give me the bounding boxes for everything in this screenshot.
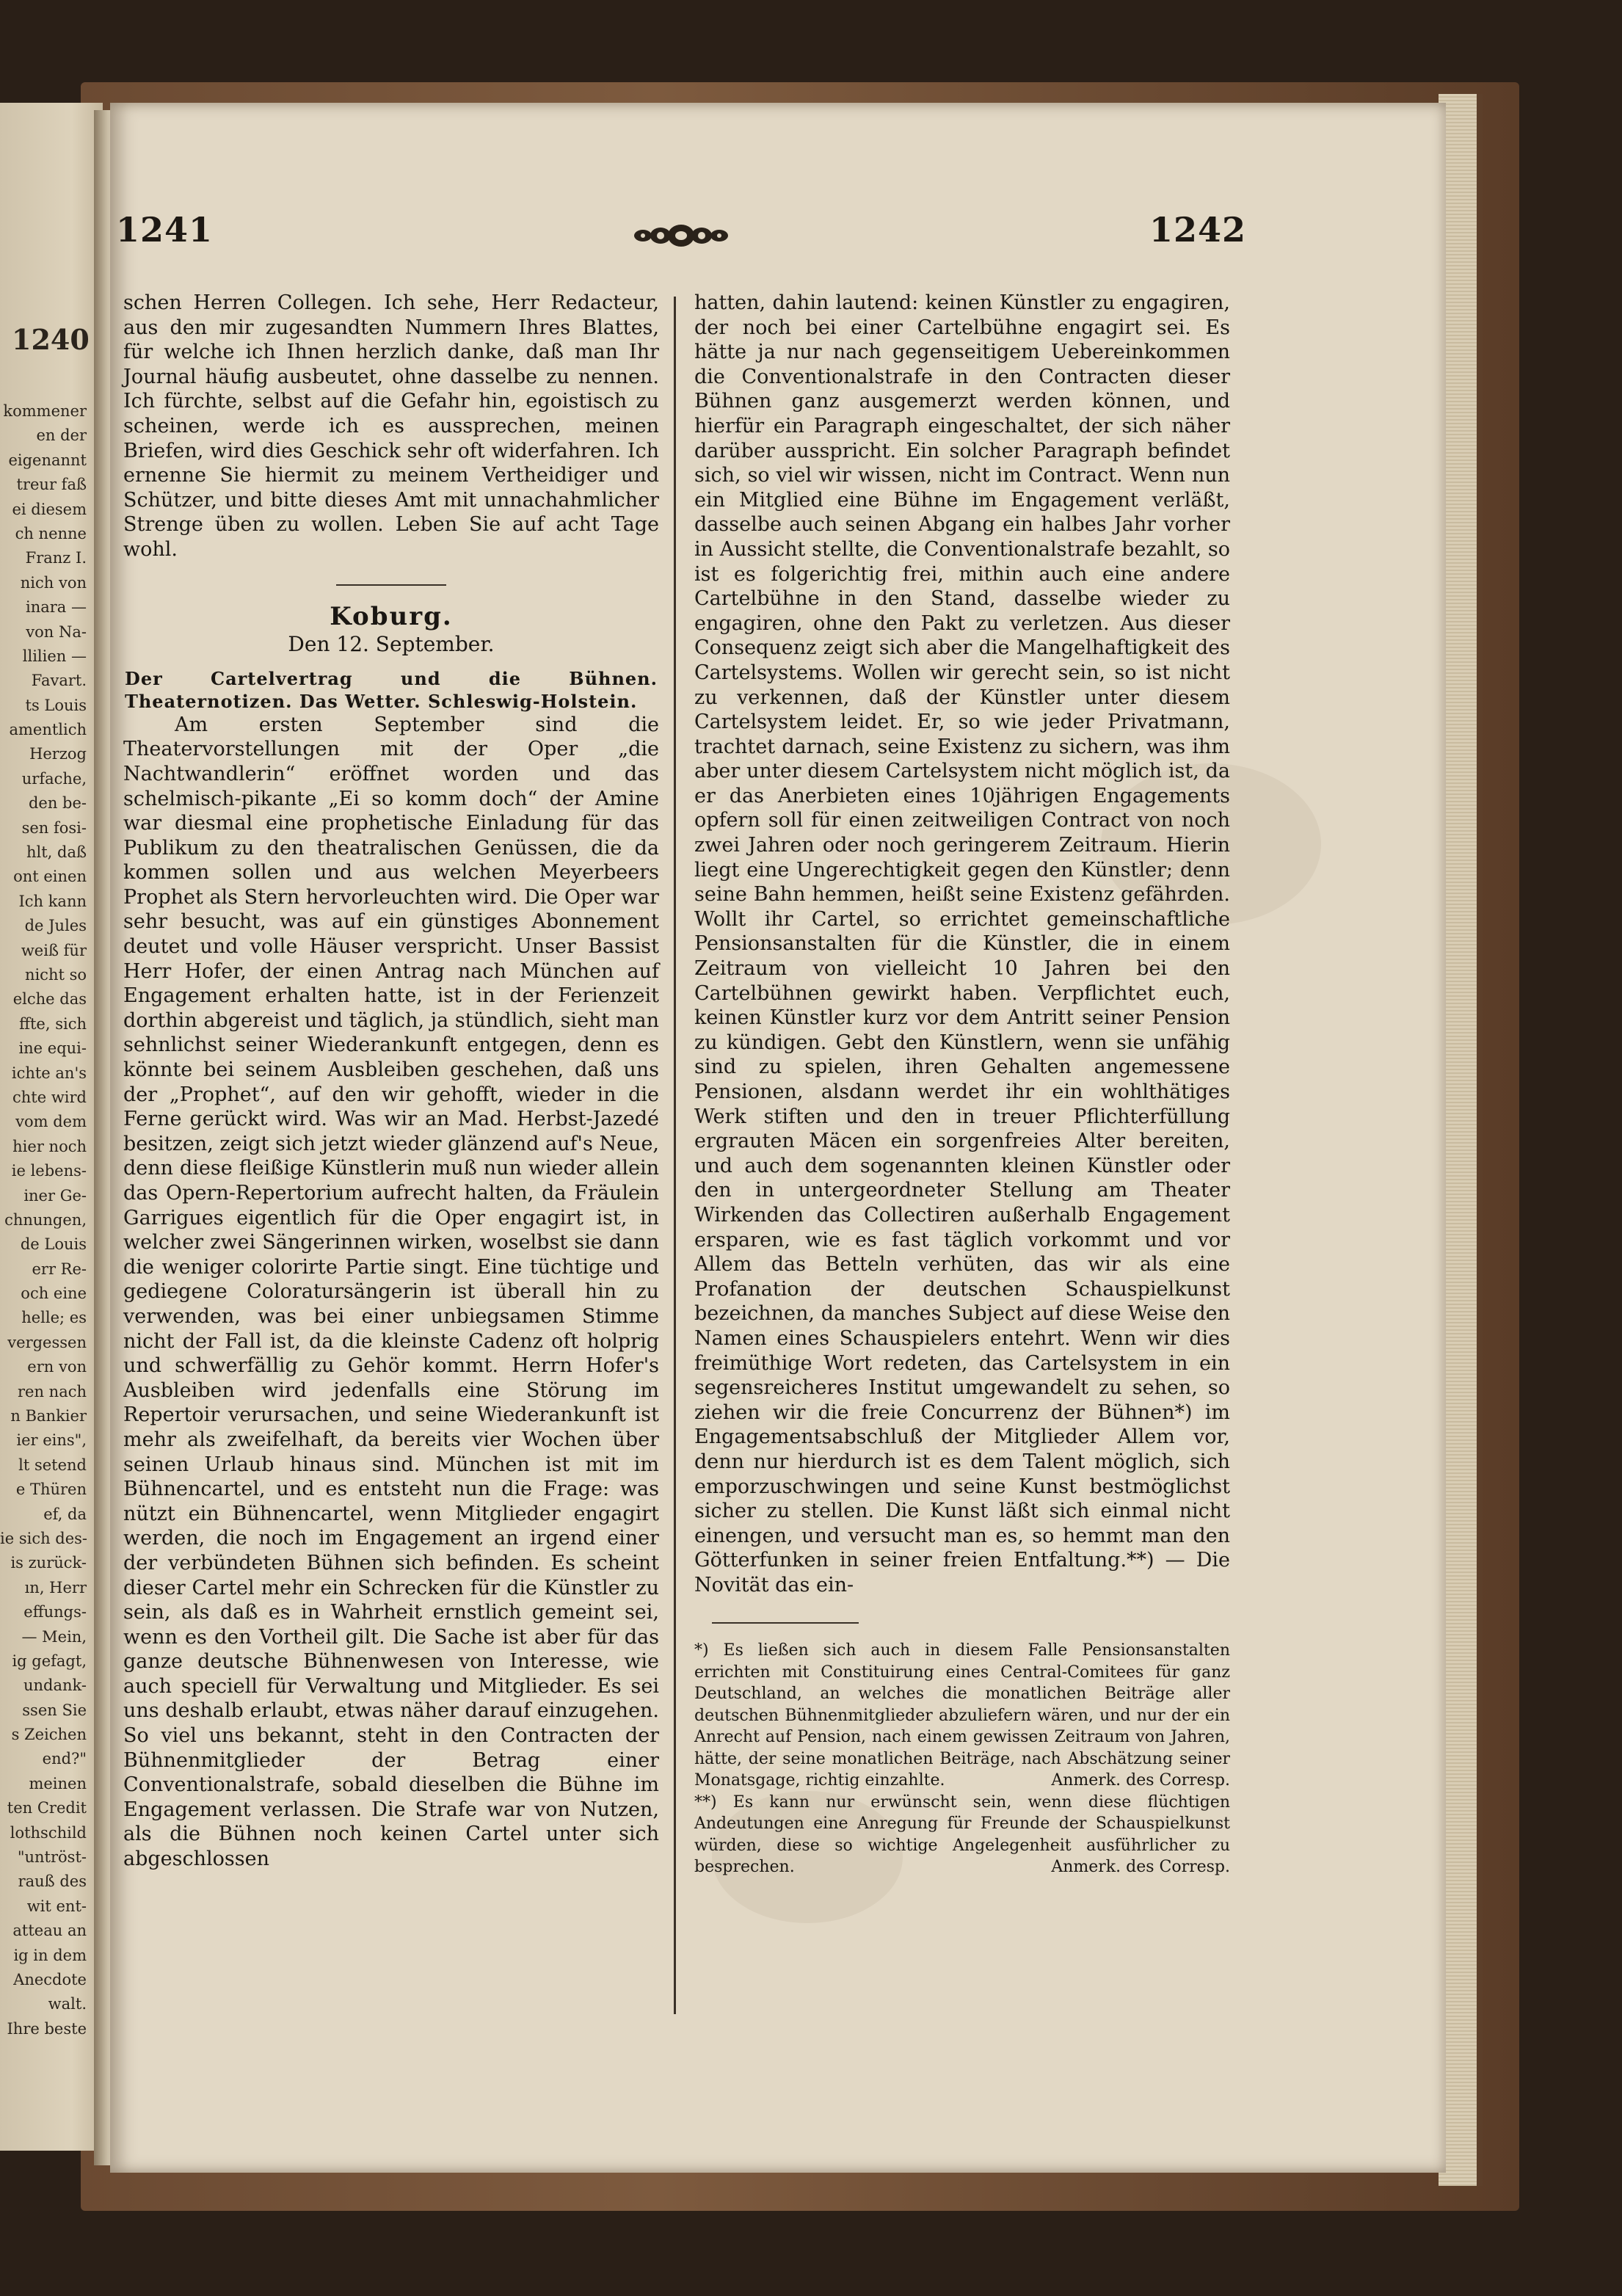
- previous-page-line: ont einen: [13, 868, 87, 886]
- previous-page-line: kommener: [3, 402, 87, 420]
- footnote-1-signature: Anmerk. des Corresp.: [1051, 1771, 1230, 1790]
- previous-page-line: ig in dem: [13, 1946, 87, 1964]
- previous-page-line: ch nenne: [15, 524, 87, 542]
- previous-page-line: ine equi-: [18, 1039, 87, 1058]
- previous-page-line: hier noch: [12, 1137, 87, 1155]
- previous-page-line: ichte an's: [11, 1064, 87, 1082]
- section-separator: [336, 584, 446, 586]
- previous-page-line: ef, da: [43, 1505, 87, 1523]
- previous-page-fragment: [0, 103, 103, 2151]
- previous-page-line: treur faß: [16, 476, 87, 494]
- previous-page-line: ern von: [27, 1358, 87, 1376]
- previous-page-line: Herzog: [29, 745, 87, 763]
- previous-page-line: ie lebens-: [11, 1162, 87, 1180]
- footnote-2: [694, 1792, 1230, 1878]
- previous-page-line: is zurück-: [10, 1554, 87, 1572]
- previous-page-line: ın, Herr: [24, 1578, 87, 1596]
- previous-page-line: elche das: [12, 990, 87, 1009]
- page-number-right: 1242: [1149, 210, 1247, 250]
- previous-page-line: walt.: [48, 1995, 87, 2013]
- footnote-1: [694, 1640, 1230, 1792]
- previous-page-line: von Na-: [26, 622, 87, 641]
- column-divider: [674, 297, 676, 2014]
- page-number-left: 1241: [116, 210, 214, 250]
- previous-page-line: Franz I.: [25, 549, 87, 567]
- article-continuation: schen Herren Collegen. Ich sehe, Herr Redacteur, aus den mir zugesandten Nummern Ihres Blattes, für welche ich Ihnen herzlich danke, daß man Ihr Journal häufig ausbeutet, ohne dasselbe zu nennen. Ich fürchte, selbst auf die Gefahr hin, egoistisch zu scheinen, werde ich es aussprechen, meinen Briefen, wird dies Geschick sehr oft widerfahren. Ich ernenne Sie hiermit zu meinem Vertheidiger und Schützer, und bitte dieses Amt mit unnachahmlicher Strenge üben zu wollen. Leben Sie auf acht Tage wohl.: [123, 291, 659, 561]
- right-column: [694, 291, 1230, 1878]
- previous-page-line: de Louis: [20, 1235, 87, 1254]
- previous-page-line: atteau an: [12, 1922, 87, 1940]
- previous-page-line: Ihre beste: [7, 2019, 87, 2038]
- previous-page-line: den be-: [28, 794, 87, 813]
- previous-page-line: vergessen: [7, 1333, 87, 1351]
- previous-page-line: err Re-: [32, 1260, 87, 1278]
- previous-page-line: nicht so: [24, 965, 87, 984]
- previous-page-line: ig gefagt,: [12, 1652, 87, 1670]
- previous-page-line: vom dem: [15, 1113, 87, 1131]
- footnote-2-signature: Anmerk. des Corresp.: [1051, 1858, 1230, 1877]
- previous-page-line: effungs-: [23, 1603, 87, 1621]
- previous-page-line: ie sich des-: [0, 1529, 88, 1547]
- header-ornament-icon: [630, 219, 732, 253]
- previous-page-line: ei diesem: [12, 500, 87, 518]
- previous-page-line: ssen Sie: [22, 1701, 87, 1719]
- previous-page-line: iner Ge-: [23, 1186, 87, 1205]
- previous-page-line: e Thüren: [15, 1481, 87, 1499]
- previous-page-line: lothschild: [10, 1823, 87, 1842]
- previous-page-line: chte wird: [12, 1088, 87, 1106]
- previous-page-line: eigenannt: [8, 451, 87, 469]
- previous-page-line: nich von: [20, 573, 87, 592]
- previous-page-line: meinen: [29, 1774, 87, 1792]
- previous-page-line: n Bankier: [10, 1407, 87, 1425]
- article-body-continued: hatten, dahin lautend: keinen Künstler zu engagiren, der noch bei einer Cartelbühne engagirt sei. Es hätte ja nur nach gegenseitigem Uebereinkommen die Conventionalstrafe in den Contracten dieser Bühnen ganz ausgemerzt werden können, und hierfür ein Paragraph eingeschaltet, der sich näher darüber ausspricht. Ein solcher Paragraph befindet sich, so viel wir wissen, nicht im Contract. Wenn nun ein Mitglied eine Bühne im Engagement verläßt, dasselbe auch seinen Abgang ein halbes Jahr vorher in Aussicht stellte, die Conventionalstrafe bezahlt, so ist es folgerichtig frei, mithin auch eine andere Cartelbühne in den Stand, dasselbe wieder zu engagiren, ohne den Pakt zu verletzen. Aus dieser Consequenz zeigt sich aber die Mangelhaftigkeit des Cartelsystems. Wollen wir gerecht sein, so ist nicht zu verkennen, daß der Künstler unter diesem Cartelsystem leidet. Er, so wie jeder Privatmann, trachtet darnach, seine Existenz zu sichern, was ihm aber unter diesem Cartelsystem nicht möglich ist, da er das Anerbieten eines 10jährigen Engagements opfern soll für einen zeitweiligen Contract von noch zwei Jahren oder noch geringerem Zeitraum. Hierin liegt eine Ungerechtigkeit gegen den Künstler; denn seine Bahn hemmen, heißt seine Existenz gefährden. Wollt ihr Cartel, so errichtet gemeinschaftliche Pensionsanstalten für die Künstler, die in einem Zeitraum von vielleicht 10 Jahren bei den Cartelbühnen gewirkt haben. Verpflichtet euch, keinen Künstler kurz vor dem Antritt seiner Pension zu kündigen. Gebt den Künstlern, wenn sie unfähig sind zu spielen, ihren Gehalten angemessene Pensionen, alsdann werdet ihr ein wohlthätiges Werk stiften und den in treuer Pflichterfüllung ergrauten Mäcen ein sorgenfreies Alter bereiten, und auch dem sogenannten kleinen Künstler oder den in untergeordneter Stellung am Theater Wirkenden das Collectiren außerhalb Engagement ersparen, wie es fast täglich vorkommt und vor Allem das Betteln verhüten, das wir als eine Profanation der deutschen Schauspielkunst bezeichnen, da manches Subject auf diese Weise den Namen eines Schauspielers entehrt. Wenn wir dies freimüthige Wort redeten, das Cartelsystem in ein segensreicheres Institut umgewandelt zu sehen, so ziehen wir die freie Concurrenz der Bühnen*) im Engagementsabschluß der Mitglieder Allem vor, denn nur hierdurch ist es dem Talent möglich, sich emporzuschwingen und seine Kunst bestmöglichst sicher zu stellen. Die Kunst läßt sich einmal nicht einengen, und versucht man es, so hemmt man den Götterfunken in seiner freien Entfaltung.**) — Die Novität das ein-: [694, 291, 1230, 1596]
- previous-page-line: amentlich: [9, 721, 87, 739]
- previous-page-line: sen fosi-: [21, 818, 87, 837]
- previous-page-line: "untröst-: [17, 1848, 87, 1867]
- previous-page-line: s Zeichen: [11, 1726, 87, 1744]
- left-column: [123, 291, 659, 1872]
- previous-page-line: inara —: [26, 598, 87, 617]
- previous-page-line: de Jules: [24, 917, 87, 935]
- previous-page-text: [0, 399, 103, 2041]
- previous-page-line: — Mein,: [21, 1627, 87, 1646]
- previous-page-line: ffte, sich: [19, 1014, 87, 1033]
- previous-page-line: en der: [36, 426, 87, 445]
- previous-page-line: urfache,: [21, 769, 87, 788]
- previous-page-line: weiß für: [21, 941, 87, 959]
- previous-page-line: hlt, daß: [26, 843, 87, 862]
- previous-page-line: end?": [42, 1750, 87, 1768]
- previous-page-line: helle; es: [21, 1309, 87, 1327]
- article-summary: Der Cartelvertrag und die Bühnen. Theaternotizen. Das Wetter. Schleswig-Holstein.: [125, 667, 658, 712]
- previous-page-line: rauß des: [18, 1872, 87, 1891]
- previous-page-line: Anecdote: [13, 1971, 87, 1988]
- previous-page-line: undank-: [23, 1676, 87, 1695]
- previous-page-line: och eine: [21, 1285, 87, 1303]
- previous-page-line: chnungen,: [4, 1210, 87, 1229]
- previous-page-line: ier eins",: [16, 1431, 87, 1450]
- previous-page-line: Ich kann: [18, 892, 87, 910]
- previous-page-line: ts Louis: [25, 696, 87, 714]
- section-title: Koburg.: [330, 601, 453, 631]
- previous-page-line: Favart.: [31, 672, 87, 690]
- previous-page-line: llilien —: [22, 647, 87, 665]
- previous-page-line: lt setend: [18, 1456, 87, 1474]
- footnote-1-text: *) Es ließen sich auch in diesem Falle Pensionsanstalten errichten mit Constituirung eines Central-Comitees für ganz Deutschland, an welches die monatlichen Beiträge aller deutschen Bühnenmitglieder abzuliefern wären, und nur der ein Anrecht auf Pension, nach einem gewissen Zeitraum von Jahren, hätte, der seine monatlichen Beiträge, nach Abschätzung seiner Monatsgage, richtig einzahlte.: [694, 1641, 1230, 1790]
- dateline: Den 12. September.: [288, 632, 495, 657]
- previous-page-number: 1240: [12, 323, 90, 356]
- previous-page-line: ten Credit: [7, 1799, 87, 1817]
- article-body: Am ersten September sind die Theatervorstellungen mit der Oper „die Nachtwandlerin“ eröffnet worden und das schelmisch-pikante „Ei so komm doch“ der Amine war diesmal eine prophetische Einladung für das Publikum zu den theatralischen Genüssen, die da kommen sollen und aus welchen Meyerbeers Prophet als Stern hervorleuchten wird. Die Oper war sehr besucht, was auf ein günstiges Abonnement deutet und volle Häuser verspricht. Unser Bassist Herr Hofer, der einen Antrag nach München auf Engagement erhalten hatte, ist in der Ferienzeit dorthin abgereist und täglich, ja stündlich, sieht man sehnlichst seiner Wiederankunft entgegen, denn es könnte bei seinem Ausbleiben geschehen, daß uns der „Prophet“, auf den wir gehofft, wieder in die Ferne gerückt wird. Was wir an Mad. Herbst-Jazedé besitzen, zeigt sich jetzt wieder glänzend auf's Neue, denn diese fleißige Künstlerin muß nun wieder allein das Opern-Repertorium aufrecht halten, da Fräulein Garrigues eigentlich für die Oper engagirt ist, in welcher zwei Sängerinnen wirken, woselbst sie dann die weniger colorirte Partie singt. Eine tüchtige und gediegene Coloratursängerin ist überall hin zu verwenden, was bei einer unbiegsamen Stimme nicht der Fall ist, da die kleinste Cadenz oft holprig und schwerfällig zu Gehör kommt. Herrn Hofer's Ausbleiben wird jedenfalls eine Störung im Repertoir verursachen, und seine Wiederankunft ist mehr als zweifelhaft, da bereits vier Wochen über seinen Urlaub hinaus sind. München ist mit im Bühnencartel, und es entsteht nun die Frage: was nützt ein Bühnencartel, wenn Mitglieder engagirt werden, die noch im Engagement an irgend einer der verbündeten Bühnen sich befinden. Es scheint dieser Cartel mehr ein Schrecken für die Künstler zu sein, als daß es in Wahrheit ernstlich gemeint sei, wenn es den Vortheil gilt. Die Sache ist aber für das ganze deutsche Bühnenwesen von Interesse, wie auch speciell für Verwaltung und Mitglieder. Es sei uns deshalb erlaubt, etwas näher darauf einzugehen. So viel uns bekannt, steht in den Contracten der Bühnenmitglieder der Betrag einer Conventionalstrafe, sobald dieselben die Bühne im Engagement verlassen. Die Strafe war von Nutzen, als die Bühnen noch keinen Cartel unter sich abgeschlossen: [123, 713, 660, 1871]
- footnote-separator: [712, 1622, 859, 1624]
- footnote-2-text: **) Es kann nur erwünscht sein, wenn diese flüchtigen Andeutungen eine Anregung für Freunde der Schauspielkunst würden, diese so wichtige Angelegenheit ausführlicher zu besprechen.: [694, 1792, 1230, 1877]
- previous-page-line: wit ent-: [26, 1897, 87, 1915]
- previous-page-line: ren nach: [18, 1382, 87, 1401]
